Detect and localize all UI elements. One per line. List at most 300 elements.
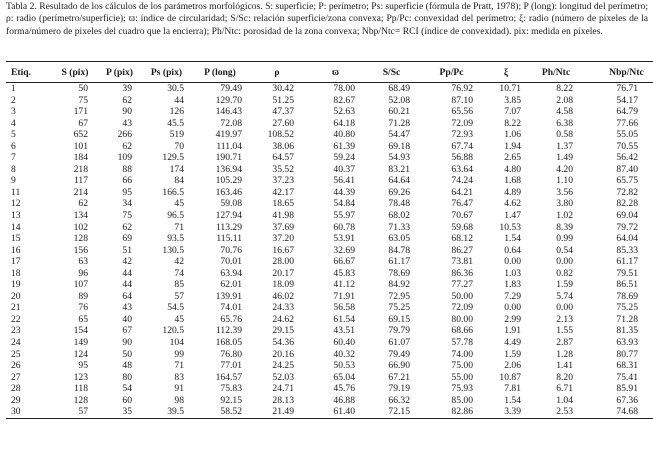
- cell-nbp-ntc: 56.42: [616, 152, 638, 164]
- table-row: [6, 279, 653, 291]
- cell-rho: 108.52: [267, 129, 294, 141]
- cell-nbp-ntc: 75.41: [616, 371, 638, 383]
- cell-rho: 38.06: [272, 140, 294, 152]
- cell-p-pix: 51: [122, 244, 132, 256]
- table-row: [6, 383, 653, 395]
- cell-xi: 0.00: [504, 256, 521, 268]
- table-row: [6, 222, 653, 234]
- cell-nbp-ntc: 64.04: [616, 233, 638, 245]
- cell-xi: 1.83: [504, 279, 521, 291]
- cell-xi: 10.87: [499, 371, 521, 383]
- cell-ph-ntc: 0.00: [556, 256, 573, 268]
- table-row: [6, 233, 653, 245]
- cell-xi: 0.00: [504, 302, 521, 314]
- cell-pp-pc: 65.56: [451, 106, 473, 118]
- cell-pp-pc: 86.27: [451, 244, 473, 256]
- cell-pp-pc: 72.93: [451, 129, 473, 141]
- cell-etiq: 18: [11, 267, 21, 279]
- cell-circularity: 59.24: [333, 152, 355, 164]
- cell-circularity: 50.53: [333, 360, 355, 372]
- cell-p-pix: 62: [122, 94, 132, 106]
- cell-s-pix: 218: [73, 163, 88, 175]
- cell-xi: 3.39: [485, 406, 527, 418]
- cell-s-sc: 52.08: [388, 94, 410, 106]
- cell-xi: 10.71: [499, 83, 521, 94]
- cell-etiq: 19: [11, 279, 21, 291]
- cell-p-pix: 67: [122, 325, 132, 337]
- cell-circularity: 56.58: [333, 302, 355, 314]
- cell-s-sc: 67.21: [388, 371, 410, 383]
- cell-rho: 18.65: [272, 198, 294, 210]
- table-row: [6, 337, 653, 349]
- cell-ps-pix: 74: [174, 267, 184, 279]
- cell-etiq: 4: [11, 117, 16, 129]
- cell-rho: 42.17: [272, 186, 294, 198]
- cell-xi: 0.64: [504, 244, 521, 256]
- cell-p-long: 72.08: [220, 117, 242, 129]
- cell-s-sc: 75.25: [388, 302, 410, 314]
- cell-p-long: 105.29: [215, 175, 242, 187]
- cell-nbp-ntc: 63.93: [616, 337, 638, 349]
- cell-rho: 54.36: [272, 337, 294, 349]
- cell-nbp-ntc: 69.04: [616, 210, 638, 222]
- cell-nbp-ntc: 81.35: [616, 325, 638, 337]
- cell-p-long: 190.71: [215, 152, 242, 164]
- cell-rho: 29.15: [272, 325, 294, 337]
- cell-ph-ntc: 6.38: [556, 117, 573, 129]
- cell-circularity: 61.39: [333, 140, 355, 152]
- cell-p-pix: 44: [122, 279, 132, 291]
- cell-ph-ntc: 1.02: [556, 210, 573, 222]
- cell-s-sc: 83.21: [388, 163, 410, 175]
- cell-ph-ntc: 8.39: [556, 221, 573, 233]
- cell-p-pix: 95: [122, 186, 132, 198]
- cell-ps-pix: 130.5: [162, 244, 184, 256]
- table-row: [6, 245, 653, 257]
- cell-pp-pc: 64.21: [451, 186, 473, 198]
- table-header-row: [6, 62, 653, 83]
- cell-s-sc: 60.21: [388, 106, 410, 118]
- cell-s-pix: 57: [52, 406, 98, 418]
- cell-p-long: 59.08: [220, 198, 242, 210]
- cell-ps-pix: 84: [174, 175, 184, 187]
- cell-p-pix: 109: [117, 152, 132, 164]
- cell-circularity: 61.54: [333, 313, 355, 325]
- cell-xi: 4.49: [504, 337, 521, 349]
- cell-circularity: 55.97: [333, 210, 355, 222]
- cell-p-pix: 60: [122, 394, 132, 406]
- cell-etiq: 11: [11, 186, 21, 198]
- cell-pp-pc: 82.86: [418, 406, 485, 418]
- cell-nbp-ntc: 76.71: [616, 83, 638, 94]
- header-rho: ρ: [248, 62, 306, 83]
- cell-nbp-ntc: 80.77: [616, 348, 638, 360]
- cell-pp-pc: 76.92: [451, 83, 473, 94]
- table-row: [6, 406, 653, 418]
- cell-s-sc: 72.15: [365, 406, 418, 418]
- cell-nbp-ntc: 78.69: [616, 290, 638, 302]
- cell-etiq: 22: [11, 313, 21, 325]
- cell-circularity: 60.40: [333, 337, 355, 349]
- cell-ps-pix: 45.5: [167, 117, 184, 129]
- cell-rho: 24.33: [272, 302, 294, 314]
- cell-circularity: 44.39: [333, 186, 355, 198]
- cell-s-sc: 78.48: [388, 198, 410, 210]
- cell-etiq: 8: [11, 163, 16, 175]
- cell-etiq: 5: [11, 129, 16, 141]
- cell-rho: 20.17: [272, 267, 294, 279]
- header-ps-pix: Ps (pix): [141, 62, 192, 83]
- cell-circularity: 53.91: [333, 233, 355, 245]
- cell-p-long: 112.39: [215, 325, 242, 337]
- cell-xi: 2.65: [504, 152, 521, 164]
- cell-etiq: 12: [11, 198, 21, 210]
- cell-p-pix: 90: [122, 337, 132, 349]
- cell-s-pix: 124: [73, 348, 88, 360]
- cell-p-pix: 54: [122, 383, 132, 395]
- cell-p-long: 79.49: [220, 83, 242, 94]
- cell-ph-ntc: 3.56: [556, 186, 573, 198]
- cell-ph-ntc: 1.49: [556, 152, 573, 164]
- cell-ph-ntc: 1.59: [556, 279, 573, 291]
- cell-s-pix: 117: [73, 175, 88, 187]
- cell-p-long: 75.83: [220, 383, 242, 395]
- cell-s-pix: 50: [78, 83, 88, 94]
- cell-xi: 1.94: [504, 140, 521, 152]
- cell-ps-pix: 85: [174, 279, 184, 291]
- cell-etiq: 30: [6, 406, 52, 418]
- cell-circularity: 52.63: [333, 106, 355, 118]
- cell-circularity: 40.32: [333, 348, 355, 360]
- cell-s-pix: 107: [73, 279, 88, 291]
- cell-etiq: 26: [11, 360, 21, 372]
- cell-rho: 24.25: [272, 360, 294, 372]
- cell-ps-pix: 93.5: [167, 233, 184, 245]
- cell-s-sc: 61.17: [388, 256, 410, 268]
- cell-circularity: 71.91: [333, 290, 355, 302]
- cell-nbp-ntc: 71.28: [616, 313, 638, 325]
- cell-p-pix: 43: [122, 117, 132, 129]
- cell-nbp-ntc: 54.17: [616, 94, 638, 106]
- cell-ps-pix: 129.5: [162, 152, 184, 164]
- cell-etiq: 16: [11, 244, 21, 256]
- cell-circularity: 46.88: [333, 394, 355, 406]
- cell-pp-pc: 70.67: [451, 210, 473, 222]
- cell-ps-pix: 54.5: [167, 302, 184, 314]
- cell-nbp-ntc: 79.72: [616, 221, 638, 233]
- cell-p-long: 76.80: [220, 348, 242, 360]
- cell-ps-pix: 42: [174, 256, 184, 268]
- cell-s-sc: 71.33: [388, 221, 410, 233]
- cell-p-pix: 80: [122, 371, 132, 383]
- cell-p-pix: 75: [122, 210, 132, 222]
- cell-p-long: 70.01: [220, 256, 242, 268]
- cell-nbp-ntc: 68.31: [616, 360, 638, 372]
- header-nbp-ntc: Nbp/Ntc: [585, 62, 653, 83]
- cell-ps-pix: 120.5: [162, 325, 184, 337]
- cell-etiq: 17: [11, 256, 21, 268]
- table-row: [6, 314, 653, 326]
- cell-etiq: 14: [11, 221, 21, 233]
- cell-rho: 24.71: [272, 383, 294, 395]
- cell-s-pix: 184: [73, 152, 88, 164]
- cell-xi: 4.80: [504, 163, 521, 175]
- cell-nbp-ntc: 65.75: [616, 175, 638, 187]
- cell-rho: 37.20: [272, 233, 294, 245]
- cell-p-long: 129.70: [215, 94, 242, 106]
- cell-p-long: 419.97: [215, 129, 242, 141]
- cell-pp-pc: 80.00: [451, 313, 473, 325]
- header-s-sc: S/Sc: [365, 62, 418, 83]
- cell-s-pix: 62: [78, 198, 88, 210]
- cell-s-sc: 54.93: [388, 152, 410, 164]
- cell-pp-pc: 59.68: [451, 221, 473, 233]
- cell-p-long: 139.91: [215, 290, 242, 302]
- cell-circularity: 82.67: [333, 94, 355, 106]
- header-pp-pc: Pp/Pc: [418, 62, 485, 83]
- cell-rho: 18.09: [272, 279, 294, 291]
- cell-s-pix: 101: [73, 140, 88, 152]
- cell-s-pix: 156: [73, 244, 88, 256]
- cell-circularity: 78.00: [333, 83, 355, 94]
- cell-rho: 46.02: [272, 290, 294, 302]
- cell-s-pix: 65: [78, 313, 88, 325]
- cell-ph-ntc: 6.71: [556, 383, 573, 395]
- cell-s-sc: 68.02: [388, 210, 410, 222]
- cell-xi: 7.81: [504, 383, 521, 395]
- cell-etiq: 3: [11, 106, 16, 118]
- cell-ps-pix: 104: [169, 337, 184, 349]
- cell-rho: 37.69: [272, 221, 294, 233]
- cell-s-sc: 54.47: [388, 129, 410, 141]
- cell-p-pix: 69: [122, 233, 132, 245]
- cell-xi: 1.59: [504, 348, 521, 360]
- cell-p-pix: 39: [122, 83, 132, 94]
- cell-rho: 52.03: [272, 371, 294, 383]
- cell-p-pix: 42: [122, 256, 132, 268]
- cell-p-long: 63.94: [220, 267, 242, 279]
- table-row: [6, 95, 653, 107]
- cell-s-sc: 84.78: [388, 244, 410, 256]
- cell-ps-pix: 98: [174, 394, 184, 406]
- table-row: [6, 349, 653, 361]
- cell-xi: 1.68: [504, 175, 521, 187]
- cell-p-pix: 266: [117, 129, 132, 141]
- cell-circularity: 40.37: [333, 163, 355, 175]
- cell-nbp-ntc: 82.28: [616, 198, 638, 210]
- cell-s-pix: 102: [73, 221, 88, 233]
- cell-s-pix: 76: [78, 302, 88, 314]
- table-row: [6, 210, 653, 222]
- cell-nbp-ntc: 87.40: [616, 163, 638, 175]
- cell-ph-ntc: 2.13: [556, 313, 573, 325]
- cell-s-sc: 64.64: [388, 175, 410, 187]
- cell-nbp-ntc: 79.51: [616, 267, 638, 279]
- cell-nbp-ntc: 77.66: [616, 117, 638, 129]
- cell-p-pix: 34: [122, 198, 132, 210]
- cell-circularity: 66.67: [333, 256, 355, 268]
- cell-s-sc: 71.28: [388, 117, 410, 129]
- cell-ph-ntc: 0.54: [556, 244, 573, 256]
- cell-ps-pix: 57: [174, 290, 184, 302]
- cell-ph-ntc: 0.58: [556, 129, 573, 141]
- cell-circularity: 56.41: [333, 175, 355, 187]
- cell-circularity: 60.78: [333, 221, 355, 233]
- cell-circularity: 65.04: [333, 371, 355, 383]
- cell-s-sc: 66.90: [388, 360, 410, 372]
- cell-s-pix: 214: [73, 186, 88, 198]
- cell-s-pix: 652: [73, 129, 88, 141]
- cell-s-sc: 66.32: [388, 394, 410, 406]
- cell-rho: 20.16: [272, 348, 294, 360]
- header-p-pix: P (pix): [98, 62, 141, 83]
- cell-xi: 1.47: [504, 210, 521, 222]
- cell-s-pix: 75: [78, 94, 88, 106]
- cell-rho: 30.42: [272, 83, 294, 94]
- cell-xi: 1.54: [504, 394, 521, 406]
- cell-s-sc: 69.26: [388, 186, 410, 198]
- cell-p-long: 92.15: [220, 394, 242, 406]
- cell-s-pix: 171: [73, 106, 88, 118]
- table-body: [6, 83, 653, 419]
- cell-s-pix: 96: [78, 267, 88, 279]
- cell-p-long: 127.94: [215, 210, 242, 222]
- cell-ph-ntc: 0.00: [556, 302, 573, 314]
- cell-s-pix: 67: [78, 117, 88, 129]
- cell-ps-pix: 166.5: [162, 186, 184, 198]
- cell-p-pix: 90: [122, 106, 132, 118]
- cell-pp-pc: 72.09: [451, 117, 473, 129]
- cell-etiq: 20: [11, 290, 21, 302]
- cell-etiq: 28: [11, 383, 21, 395]
- cell-s-sc: 79.49: [388, 348, 410, 360]
- cell-s-pix: 154: [73, 325, 88, 337]
- cell-pp-pc: 63.64: [451, 163, 473, 175]
- cell-ph-ntc: 2.53: [527, 406, 585, 418]
- cell-nbp-ntc: 67.36: [616, 394, 638, 406]
- cell-etiq: 6: [11, 140, 16, 152]
- cell-ps-pix: 96.5: [167, 210, 184, 222]
- header-xi: ξ: [485, 62, 527, 83]
- cell-ps-pix: 519: [169, 129, 184, 141]
- cell-nbp-ntc: 85.91: [616, 383, 638, 395]
- cell-p-pix: 44: [122, 267, 132, 279]
- cell-pp-pc: 75.00: [451, 360, 473, 372]
- cell-circularity: 54.84: [333, 198, 355, 210]
- cell-xi: 8.22: [504, 117, 521, 129]
- cell-xi: 4.89: [504, 186, 521, 198]
- cell-circularity: 32.69: [333, 244, 355, 256]
- cell-etiq: 2: [11, 94, 16, 106]
- cell-pp-pc: 50.00: [451, 290, 473, 302]
- cell-xi: 10.53: [499, 221, 521, 233]
- cell-pp-pc: 85.00: [451, 394, 473, 406]
- cell-ph-ntc: 0.82: [556, 267, 573, 279]
- header-s-pix: S (pix): [52, 62, 98, 83]
- table-row: [6, 164, 653, 176]
- morphology-results-table: [6, 61, 653, 419]
- cell-s-pix: 149: [73, 337, 88, 349]
- cell-s-sc: 63.05: [388, 233, 410, 245]
- cell-ps-pix: 71: [174, 221, 184, 233]
- cell-xi: 1.06: [504, 129, 521, 141]
- cell-s-pix: 63: [78, 256, 88, 268]
- cell-ph-ntc: 3.80: [556, 198, 573, 210]
- header-p-long: P (long): [192, 62, 248, 83]
- table-row: [6, 175, 653, 187]
- cell-ph-ntc: 4.20: [556, 163, 573, 175]
- cell-nbp-ntc: 55.05: [616, 129, 638, 141]
- table-row: [6, 198, 653, 210]
- cell-xi: 1.03: [504, 267, 521, 279]
- cell-pp-pc: 68.12: [451, 233, 473, 245]
- cell-p-long: 163.46: [215, 186, 242, 198]
- cell-ph-ntc: 8.20: [556, 371, 573, 383]
- cell-s-pix: 95: [78, 360, 88, 372]
- table-row: [6, 291, 653, 303]
- cell-pp-pc: 74.00: [451, 348, 473, 360]
- cell-p-long: 70.76: [220, 244, 242, 256]
- cell-nbp-ntc: 74.68: [585, 406, 653, 418]
- table-row: [6, 360, 653, 372]
- cell-pp-pc: 73.81: [451, 256, 473, 268]
- table-row: [6, 83, 653, 95]
- cell-xi: 7.29: [504, 290, 521, 302]
- table-row: [6, 106, 653, 118]
- cell-rho: 24.62: [272, 313, 294, 325]
- cell-s-sc: 69.15: [388, 313, 410, 325]
- cell-rho: 47.37: [272, 106, 294, 118]
- cell-pp-pc: 72.09: [451, 302, 473, 314]
- cell-pp-pc: 87.10: [451, 94, 473, 106]
- cell-ph-ntc: 1.28: [556, 348, 573, 360]
- cell-ps-pix: 45: [174, 198, 184, 210]
- cell-etiq: 23: [11, 325, 21, 337]
- cell-nbp-ntc: 72.82: [616, 186, 638, 198]
- table-row: [6, 141, 653, 153]
- cell-etiq: 25: [11, 348, 21, 360]
- cell-circularity: 41.12: [333, 279, 355, 291]
- cell-ph-ntc: 0.99: [556, 233, 573, 245]
- cell-s-sc: 78.69: [388, 267, 410, 279]
- cell-p-pix: 35: [98, 406, 141, 418]
- cell-etiq: 27: [11, 371, 21, 383]
- cell-xi: 2.99: [504, 313, 521, 325]
- cell-s-pix: 128: [73, 233, 88, 245]
- cell-p-long: 136.94: [215, 163, 242, 175]
- cell-nbp-ntc: 64.79: [616, 106, 638, 118]
- table-row: [6, 187, 653, 199]
- cell-circularity: 43.51: [333, 325, 355, 337]
- cell-etiq: 29: [11, 394, 21, 406]
- cell-pp-pc: 55.00: [451, 371, 473, 383]
- cell-etiq: 7: [11, 152, 16, 164]
- table-row: [6, 256, 653, 268]
- cell-rho: 16.67: [272, 244, 294, 256]
- cell-xi: 1.54: [504, 233, 521, 245]
- cell-s-pix: 118: [73, 383, 88, 395]
- table-caption: Tabla 2. Resultado de los cálculos de los parámetros morfológicos. S: superficie; P: perímetro; Ps: superficie (fórmula de Pratt, 1978); P (long): longitud del perímetro; ρ: radio (perímetro/superficie); ϖ: índice de circularidad; S/Sc: relación superficie/zona convexa; Pp/Pc: convexidad del perímetro; ξ: radio (número de píxeles de la forma/número de pixeles del cuadro que la encierra); Ph/Ntc: porosidad de la zona convexa; Nbp/Ntc= RCI (índice de convexidad). pix: medida en píxeles.: [6, 1, 648, 37]
- cell-s-sc: 79.79: [388, 325, 410, 337]
- cell-p-pix: 40: [122, 313, 132, 325]
- cell-etiq: 9: [11, 175, 16, 187]
- header-ph-ntc: Ph/Ntc: [527, 62, 585, 83]
- cell-p-pix: 48: [122, 360, 132, 372]
- cell-p-long: 65.76: [220, 313, 242, 325]
- cell-ph-ntc: 1.04: [556, 394, 573, 406]
- cell-xi: 3.85: [504, 94, 521, 106]
- cell-p-long: 146.43: [215, 106, 242, 118]
